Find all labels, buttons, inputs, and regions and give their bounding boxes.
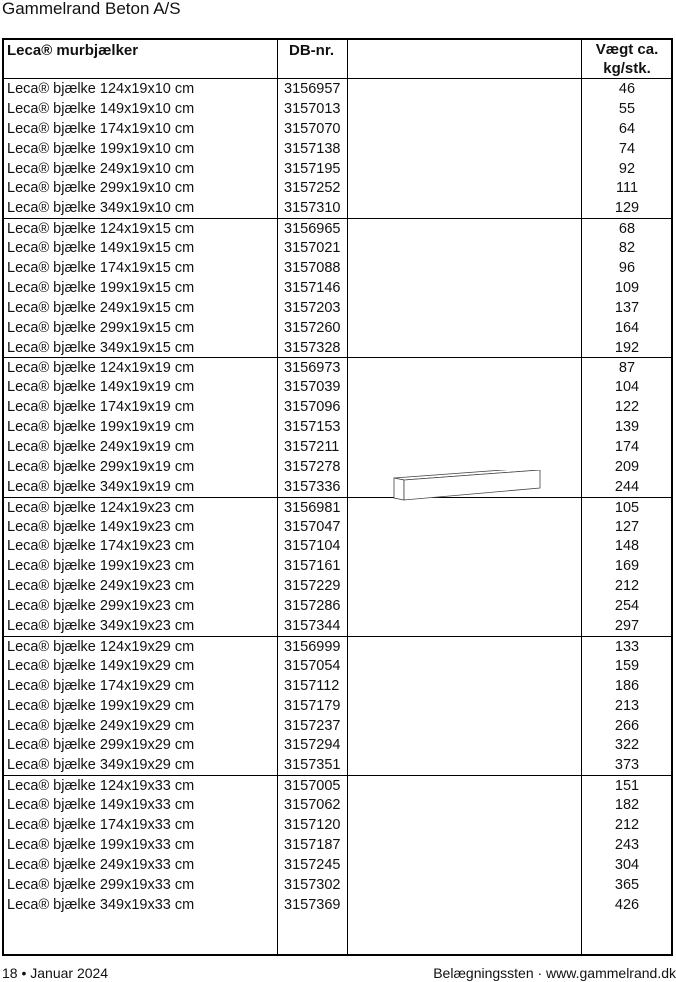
table-row	[4, 835, 671, 855]
db-number-cell: 3157013	[284, 100, 341, 117]
weight-cell: 192	[614, 339, 640, 356]
product-name-cell: Leca® bjælke 349x19x19 cm	[7, 478, 195, 495]
table-row	[4, 159, 671, 179]
product-name-cell: Leca® bjælke 149x19x10 cm	[7, 100, 195, 117]
db-number-cell: 3157104	[284, 538, 341, 555]
weight-cell: 266	[614, 717, 640, 734]
weight-cell: 182	[614, 797, 640, 814]
weight-cell: 87	[618, 360, 636, 377]
footer-page: 18 • Januar 2024	[2, 965, 109, 981]
db-number-cell: 3157211	[284, 439, 340, 456]
weight-cell: 74	[618, 140, 636, 157]
db-number-cell: 3157187	[284, 836, 341, 853]
db-number-cell: 3157062	[284, 797, 341, 814]
product-name-cell: Leca® bjælke 124x19x19 cm	[7, 360, 195, 377]
table-row	[4, 556, 671, 576]
table-row	[4, 596, 671, 616]
db-number-cell: 3157237	[284, 717, 341, 734]
product-name-cell: Leca® bjælke 174x19x19 cm	[7, 399, 195, 416]
db-number-cell: 3157369	[284, 896, 341, 913]
weight-cell: 46	[618, 81, 636, 97]
db-number-cell: 3157286	[284, 598, 341, 615]
db-number-cell: 3157278	[284, 458, 341, 475]
table-row	[4, 696, 671, 716]
table-row	[4, 218, 671, 238]
db-number-cell: 3157302	[284, 876, 341, 893]
product-name-cell: Leca® bjælke 299x19x29 cm	[7, 737, 195, 754]
product-name-cell: Leca® bjælke 149x19x23 cm	[7, 518, 195, 535]
weight-cell: 137	[614, 299, 640, 316]
footer-site: Belægningssten · www.gammelrand.dk	[433, 965, 676, 981]
weight-cell: 133	[614, 638, 640, 655]
weight-cell: 111	[615, 180, 639, 197]
table-row	[4, 178, 671, 198]
weight-cell: 129	[614, 200, 640, 217]
weight-cell: 64	[618, 120, 636, 137]
table-row	[4, 338, 671, 358]
db-number-cell: 3157294	[284, 737, 341, 754]
db-number-cell: 3157120	[284, 816, 341, 833]
weight-cell: 82	[618, 240, 636, 257]
product-name-cell: Leca® bjælke 249x19x15 cm	[7, 299, 195, 316]
db-number-cell: 3157096	[284, 399, 341, 416]
table-row	[4, 238, 671, 258]
product-name-cell: Leca® bjælke 349x19x10 cm	[7, 200, 195, 217]
table-row	[4, 477, 671, 497]
table-row	[4, 298, 671, 318]
db-number-cell: 3157070	[284, 120, 341, 137]
product-name-cell: Leca® bjælke 174x19x23 cm	[7, 538, 195, 555]
product-name-cell: Leca® bjælke 249x19x23 cm	[7, 578, 195, 595]
header-product: Leca® murbjælker	[7, 42, 139, 59]
product-name-cell: Leca® bjælke 299x19x23 cm	[7, 598, 195, 615]
product-name-cell: Leca® bjælke 349x19x23 cm	[7, 618, 195, 635]
table-row	[4, 278, 671, 298]
db-number-cell: 3156981	[284, 499, 341, 516]
table-row	[4, 775, 671, 795]
weight-cell: 174	[614, 439, 640, 456]
db-number-cell: 3157203	[284, 299, 341, 316]
weight-cell: 209	[614, 458, 640, 475]
table-row	[4, 855, 671, 875]
product-name-cell: Leca® bjælke 199x19x29 cm	[7, 697, 195, 714]
table-row	[4, 79, 671, 99]
table-row	[4, 377, 671, 397]
weight-cell: 159	[614, 657, 640, 674]
db-number-cell: 3157336	[284, 478, 341, 495]
table-row	[4, 795, 671, 815]
product-name-cell: Leca® bjælke 199x19x15 cm	[7, 279, 195, 296]
product-name-cell: Leca® bjælke 174x19x15 cm	[7, 260, 195, 277]
table-row	[4, 397, 671, 417]
product-name-cell: Leca® bjælke 349x19x29 cm	[7, 757, 195, 774]
weight-cell: 92	[618, 160, 636, 177]
db-number-cell: 3156965	[284, 221, 341, 238]
weight-cell: 104	[614, 379, 640, 396]
table-row	[4, 497, 671, 517]
header-weight-line2: kg/stk.	[603, 60, 651, 77]
table-row	[4, 656, 671, 676]
table-row	[4, 875, 671, 895]
table-row	[4, 119, 671, 139]
weight-cell: 304	[614, 856, 640, 873]
header-weight-line1: Vægt ca.	[595, 41, 659, 58]
product-name-cell: Leca® bjælke 149x19x33 cm	[7, 797, 195, 814]
product-name-cell: Leca® bjælke 249x19x19 cm	[7, 439, 195, 456]
product-name-cell: Leca® bjælke 124x19x23 cm	[7, 499, 195, 516]
table-row	[4, 198, 671, 218]
product-name-cell: Leca® bjælke 299x19x33 cm	[7, 876, 195, 893]
weight-cell: 105	[614, 499, 640, 516]
table-row	[4, 636, 671, 656]
product-name-cell: Leca® bjælke 149x19x19 cm	[7, 379, 195, 396]
product-name-cell: Leca® bjælke 299x19x15 cm	[7, 319, 195, 336]
product-name-cell: Leca® bjælke 249x19x29 cm	[7, 717, 195, 734]
db-number-cell: 3157310	[284, 200, 341, 217]
db-number-cell: 3157112	[284, 677, 340, 694]
table-row	[4, 258, 671, 278]
product-name-cell: Leca® bjælke 299x19x19 cm	[7, 458, 195, 475]
weight-cell: 186	[614, 677, 640, 694]
table-row	[4, 536, 671, 556]
weight-cell: 244	[614, 478, 640, 495]
table-row	[4, 716, 671, 736]
db-number-cell: 3157351	[284, 757, 341, 774]
db-number-cell: 3157260	[284, 319, 341, 336]
db-number-cell: 3157344	[284, 618, 341, 635]
table-row	[4, 457, 671, 477]
table-row	[4, 417, 671, 437]
weight-cell: 373	[614, 757, 640, 774]
product-name-cell: Leca® bjælke 124x19x10 cm	[7, 81, 195, 97]
product-name-cell: Leca® bjælke 174x19x10 cm	[7, 120, 195, 137]
product-name-cell: Leca® bjælke 199x19x19 cm	[7, 419, 195, 436]
table-row	[4, 357, 671, 377]
weight-cell: 213	[614, 697, 640, 714]
product-name-cell: Leca® bjælke 149x19x29 cm	[7, 657, 195, 674]
table-row	[4, 676, 671, 696]
product-name-cell: Leca® bjælke 199x19x33 cm	[7, 836, 195, 853]
weight-cell: 55	[618, 100, 636, 117]
table-row	[4, 616, 671, 636]
db-number-cell: 3157054	[284, 657, 341, 674]
db-number-cell: 3157047	[284, 518, 341, 535]
weight-cell: 169	[614, 558, 640, 575]
db-number-cell: 3157021	[284, 240, 341, 257]
product-name-cell: Leca® bjælke 199x19x23 cm	[7, 558, 195, 575]
table-row	[4, 755, 671, 775]
weight-cell: 297	[614, 618, 640, 635]
product-name-cell: Leca® bjælke 299x19x10 cm	[7, 180, 195, 197]
db-number-cell: 3157039	[284, 379, 341, 396]
weight-cell: 212	[614, 816, 640, 833]
table-row	[4, 437, 671, 457]
table-row	[4, 815, 671, 835]
weight-cell: 426	[614, 896, 640, 913]
beam-illustration	[384, 470, 544, 504]
weight-cell: 212	[614, 578, 640, 595]
product-name-cell: Leca® bjælke 174x19x33 cm	[7, 816, 195, 833]
product-table	[2, 38, 673, 956]
product-name-cell: Leca® bjælke 124x19x29 cm	[7, 638, 195, 655]
table-row	[4, 735, 671, 755]
product-name-cell: Leca® bjælke 249x19x33 cm	[7, 856, 195, 873]
header-db-number: DB-nr.	[289, 42, 334, 59]
weight-cell: 243	[614, 836, 640, 853]
table-row	[4, 895, 671, 915]
weight-cell: 164	[614, 319, 640, 336]
table-row	[4, 99, 671, 119]
company-name: Gammelrand Beton A/S	[2, 0, 181, 18]
product-name-cell: Leca® bjælke 249x19x10 cm	[7, 160, 195, 177]
product-name-cell: Leca® bjælke 124x19x15 cm	[7, 221, 195, 238]
db-number-cell: 3156973	[284, 360, 341, 377]
db-number-cell: 3157088	[284, 260, 341, 277]
db-number-cell: 3157179	[284, 697, 341, 714]
db-number-cell: 3157328	[284, 339, 341, 356]
db-number-cell: 3157153	[284, 419, 341, 436]
product-name-cell: Leca® bjælke 174x19x29 cm	[7, 677, 195, 694]
weight-cell: 254	[614, 598, 640, 615]
table-row	[4, 576, 671, 596]
weight-cell: 122	[614, 399, 640, 416]
weight-cell: 109	[614, 279, 640, 296]
weight-cell: 365	[614, 876, 640, 893]
weight-cell: 96	[618, 260, 636, 277]
weight-cell: 127	[614, 518, 640, 535]
table-body	[4, 79, 671, 914]
db-number-cell: 3157252	[284, 180, 341, 197]
db-number-cell: 3157245	[284, 856, 341, 873]
weight-cell: 68	[618, 221, 636, 238]
db-number-cell: 3156957	[284, 81, 341, 97]
product-name-cell: Leca® bjælke 149x19x15 cm	[7, 240, 195, 257]
weight-cell: 139	[614, 419, 640, 436]
weight-cell: 148	[614, 538, 640, 555]
db-number-cell: 3157229	[284, 578, 341, 595]
db-number-cell: 3157161	[284, 558, 341, 575]
table-row	[4, 517, 671, 537]
db-number-cell: 3156999	[284, 638, 341, 655]
weight-cell: 322	[614, 737, 640, 754]
db-number-cell: 3157146	[284, 279, 341, 296]
weight-cell: 151	[614, 778, 640, 795]
table-row	[4, 139, 671, 159]
product-name-cell: Leca® bjælke 349x19x15 cm	[7, 339, 195, 356]
product-name-cell: Leca® bjælke 199x19x10 cm	[7, 140, 195, 157]
db-number-cell: 3157005	[284, 778, 341, 795]
table-row	[4, 318, 671, 338]
db-number-cell: 3157138	[284, 140, 341, 157]
header-weight	[584, 40, 670, 78]
product-name-cell: Leca® bjælke 124x19x33 cm	[7, 778, 195, 795]
db-number-cell: 3157195	[284, 160, 341, 177]
product-name-cell: Leca® bjælke 349x19x33 cm	[7, 896, 195, 913]
